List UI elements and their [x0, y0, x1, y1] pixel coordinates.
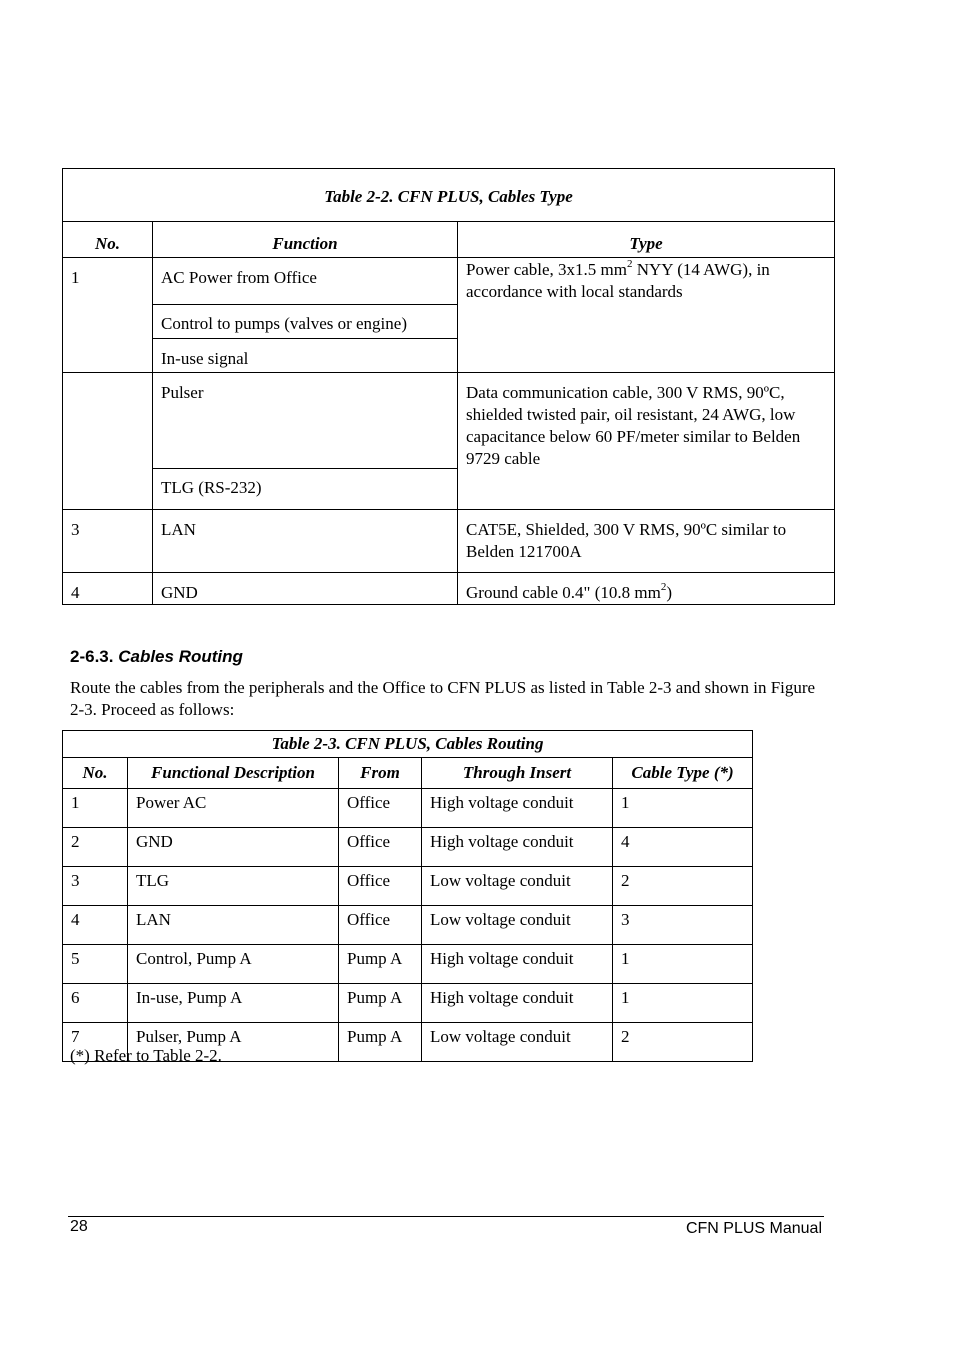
cell-cable-type: 3	[613, 906, 753, 945]
manual-title: CFN PLUS Manual	[685, 1220, 822, 1237]
cell-no: 6	[63, 984, 128, 1023]
type-cell: CAT5E, Shielded, 300 V RMS, 90ºC similar to Belden 121700A	[458, 510, 835, 573]
cell-no: 4	[63, 906, 128, 945]
superscript: 2	[660, 581, 667, 594]
row-number: 1	[63, 258, 153, 373]
table-footnote: (*) Refer to Table 2-2.	[70, 1046, 222, 1065]
cell-no: 2	[63, 828, 128, 867]
table-row	[63, 510, 835, 573]
superscript: 2	[627, 258, 633, 271]
cell-through-insert: High voltage conduit	[422, 945, 613, 984]
type-text-continued: )	[666, 583, 673, 602]
column-header-through-insert: Through Insert	[422, 758, 613, 789]
cell-no: 3	[63, 867, 128, 906]
cell-no: 1	[63, 789, 128, 828]
table-caption: Table 2-2. CFN PLUS, Cables Type	[63, 169, 835, 222]
column-header-from: From	[339, 758, 422, 789]
cell-description: GND	[128, 828, 339, 867]
column-header-no: No.	[63, 222, 153, 258]
table-row	[63, 573, 835, 605]
section-paragraph: Route the cables from the peripherals and the Office to CFN PLUS as listed in Table 2-3 and shown in Figure 2-3. Proceed as follows:	[70, 678, 816, 719]
type-text-continued: NYY (14 AWG), in accordance with local standards	[466, 260, 770, 301]
table-row	[63, 906, 753, 945]
table-row	[63, 867, 753, 906]
type-cell	[458, 573, 835, 605]
table-row	[63, 828, 753, 867]
cell-from: Office	[339, 867, 422, 906]
column-header-no: No.	[63, 758, 128, 789]
cell-from: Office	[339, 789, 422, 828]
cell-through-insert: High voltage conduit	[422, 984, 613, 1023]
cell-through-insert: Low voltage conduit	[422, 906, 613, 945]
column-header-cable-type: Cable Type (*)	[613, 758, 753, 789]
row-number: 3	[63, 510, 153, 573]
section-heading	[70, 647, 243, 667]
cell-through-insert: Low voltage conduit	[422, 1023, 613, 1062]
row-number	[63, 373, 153, 510]
cell-from: Office	[339, 828, 422, 867]
function-cell: Control to pumps (valves or engine)	[153, 304, 458, 338]
cell-no: 7	[63, 1023, 128, 1062]
cell-cable-type: 2	[613, 1023, 753, 1062]
cell-cable-type: 2	[613, 867, 753, 906]
table-row	[63, 258, 835, 305]
cell-through-insert: Low voltage conduit	[422, 867, 613, 906]
cell-description: LAN	[128, 906, 339, 945]
page-number: 28	[70, 1218, 88, 1235]
cell-description: Power AC	[128, 789, 339, 828]
cell-cable-type: 1	[613, 984, 753, 1023]
table-row	[63, 945, 753, 984]
cell-no: 5	[63, 945, 128, 984]
function-cell: In-use signal	[153, 338, 458, 372]
cell-cable-type: 1	[613, 945, 753, 984]
cell-from: Pump A	[339, 984, 422, 1023]
table-row	[63, 984, 753, 1023]
function-cell: GND	[153, 573, 458, 605]
cell-from: Pump A	[339, 945, 422, 984]
table-row	[63, 789, 753, 828]
type-text: Power cable, 3x1.5 mm	[466, 260, 627, 279]
cell-cable-type: 4	[613, 828, 753, 867]
cell-description: In-use, Pump A	[128, 984, 339, 1023]
function-cell: Pulser	[153, 373, 458, 469]
table-row	[63, 373, 835, 469]
cables-routing-table	[62, 730, 753, 1062]
cables-type-table	[62, 168, 835, 605]
cell-from: Office	[339, 906, 422, 945]
footer-divider	[68, 1216, 824, 1217]
function-cell: TLG (RS-232)	[153, 469, 458, 510]
table-caption: Table 2-3. CFN PLUS, Cables Routing	[63, 731, 753, 758]
section-title: Cables Routing	[118, 647, 243, 666]
cell-description: TLG	[128, 867, 339, 906]
function-cell: LAN	[153, 510, 458, 573]
cell-cable-type: 1	[613, 789, 753, 828]
type-text: Ground cable 0.4" (10.8 mm	[466, 583, 661, 602]
cell-description: Control, Pump A	[128, 945, 339, 984]
cell-through-insert: High voltage conduit	[422, 789, 613, 828]
row-number: 4	[63, 573, 153, 605]
column-header-function: Function	[153, 222, 458, 258]
column-header-type: Type	[458, 222, 835, 258]
function-cell: AC Power from Office	[153, 258, 458, 305]
cell-from: Pump A	[339, 1023, 422, 1062]
column-header-functional-description: Functional Description	[128, 758, 339, 789]
type-cell	[458, 258, 835, 373]
cell-through-insert: High voltage conduit	[422, 828, 613, 867]
type-cell: Data communication cable, 300 V RMS, 90ºC, shielded twisted pair, oil resistant, 24 AWG, low capacitance below 60 PF/meter similar to Belden 9729 cable	[458, 373, 835, 510]
cell-description: Pulser, Pump A	[128, 1023, 339, 1062]
section-number: 2-6.3.	[70, 647, 114, 666]
